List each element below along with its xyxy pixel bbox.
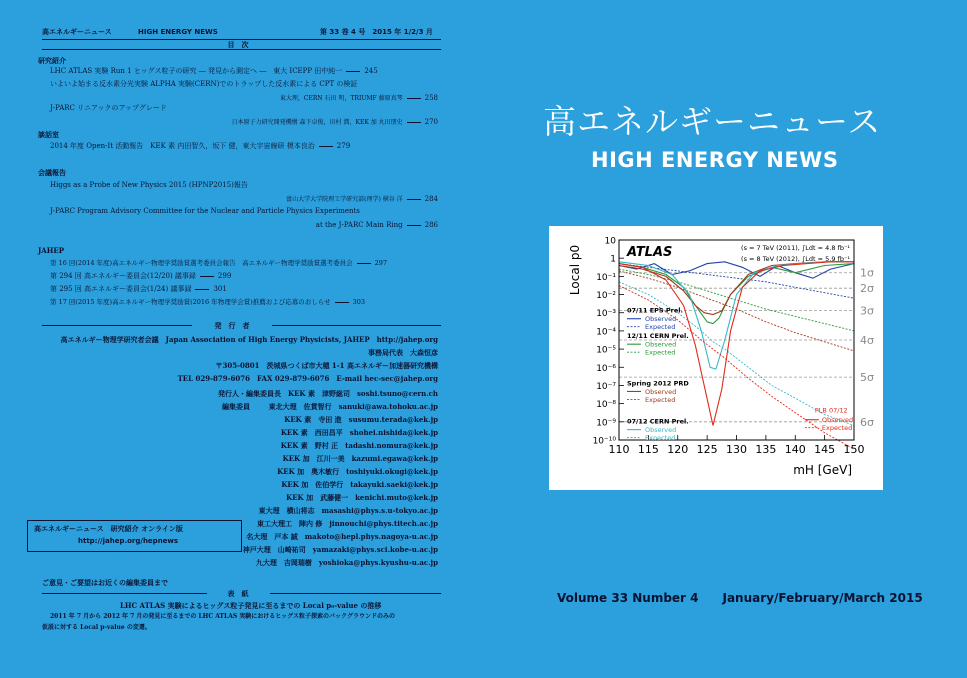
y-tick-label: 10⁻⁶ — [596, 363, 616, 374]
issue-info: 第 33 巻 4 号 2015 年 1/2/3 月 — [320, 28, 433, 36]
publisher-org: 高エネルギー物理学研究者会議 Japan Association of High Energy Physicists, JAHEP http://jahep.org — [60, 335, 438, 344]
x-tick-label: 140 — [784, 443, 806, 456]
legend-expected-label: Expected — [645, 348, 676, 357]
x-tick-label: 110 — [608, 443, 630, 456]
toc-heading: 目 次 — [227, 40, 249, 49]
x-tick-label: 145 — [814, 443, 836, 456]
lumi-label: (s = 8 TeV (2012), ∫Ldt = 5.9 fb⁻¹ — [741, 255, 850, 263]
toc-entry-page: 286 — [424, 221, 438, 229]
y-tick-label: 10⁻⁹ — [596, 418, 616, 429]
lumi-label: (s = 7 TeV (2011), ∫Ldt = 4.8 fb⁻¹ — [741, 244, 850, 252]
y-tick-label: 10 — [604, 236, 616, 247]
header-rule-bottom — [42, 49, 441, 50]
toc-entry-text: 日本原子力研究開発機構 森下卓俊，田村 潤，KEK 加 丸田朋史 — [231, 119, 403, 126]
toc-entry-page: 299 — [217, 272, 232, 280]
legend-group-title: PLB 07/12 — [814, 406, 848, 415]
volume-line: Volume 33 Number 4 January/February/March 2015 — [557, 591, 923, 605]
toc-entry-page: 284 — [424, 195, 438, 203]
feedback-note: ご意見・ご要望はお近くの編集委員まで — [42, 578, 168, 587]
masthead-en: HIGH ENERGY NEWS — [138, 28, 218, 36]
toc-entry-text: 第 16 回(2014 年度)高エネルギー物理学奨励賞選考委員会報告 高エネルギー物理学奨励賞選考委員会 — [50, 259, 353, 267]
editor-row: KEK 素 寺田 進 susumu.terada@kek.jp — [284, 415, 438, 424]
y-tick-label: 10⁻² — [596, 291, 616, 302]
legend-expected-label: Expected — [645, 395, 676, 404]
toc-entry-text: 第 294 回 高エネルギー委員会(12/20) 議事録 — [50, 272, 196, 280]
publisher-rule-left — [42, 325, 192, 326]
y-tick-label: 10⁻⁵ — [596, 345, 616, 356]
toc-entry-text: J-PARC Program Advisory Committee for the Nuclear and Particle Physics Experiments — [50, 207, 360, 215]
editor-row: 東工大理工 陣内 修 jinnouchi@phys.titech.ac.jp — [256, 519, 438, 528]
leader — [200, 276, 214, 277]
y-axis-label: Local p0 — [568, 244, 582, 296]
sigma-label: 6σ — [860, 415, 874, 429]
leader — [407, 199, 421, 200]
legend-expected-label: Expected — [645, 434, 676, 443]
editor-row: KEK 素 西田昌平 shohei.nishida@kek.jp — [280, 428, 438, 437]
leader — [346, 71, 360, 72]
toc-entry[interactable] — [50, 272, 231, 281]
toc-entry-authors — [286, 195, 438, 204]
editor-chief: 発行人・編集委員長 KEK 素 津野総司 soshi.tsuno@cern.ch — [218, 389, 438, 398]
legend-group-title: Spring 2012 PRD — [627, 379, 689, 388]
toc-entry[interactable] — [50, 142, 350, 151]
online-edition-url[interactable]: http://jahep.org/hepnews — [78, 537, 179, 545]
editor-row: 東北大理 佐貫智行 sanuki@awa.tohoku.ac.jp — [268, 402, 438, 411]
publisher-heading: 発 行 者 — [214, 321, 250, 330]
toc-entry-page: 297 — [374, 259, 388, 267]
y-tick-label: 10⁻⁷ — [596, 381, 616, 392]
cover-rule-right — [270, 593, 441, 594]
online-edition-title: 高エネルギーニュース 研究紹介 オンライン版 — [34, 524, 183, 533]
toc-entry-page: 270 — [424, 118, 438, 126]
legend-observed-label: Observed — [645, 340, 677, 349]
y-tick-label: 10⁻¹ — [596, 272, 616, 283]
cover-rule-left — [42, 593, 207, 594]
section-conference: 会議報告 — [38, 168, 66, 177]
x-tick-label: 135 — [755, 443, 777, 456]
toc-entry-page: 279 — [336, 142, 351, 150]
masthead-jp: 高エネルギーニュース — [42, 28, 112, 36]
x-axis-label: mH [GeV] — [793, 463, 852, 477]
toc-entry[interactable] — [50, 67, 378, 76]
toc-entry-text: いよいよ始まる反水素分光実験 ALPHA 実験(CERN)でのトラップした反水素による CPT の検証 — [50, 80, 358, 88]
legend-observed-label: Observed — [645, 315, 677, 324]
legend-observed-label: Observed — [645, 387, 677, 396]
series-line — [619, 264, 854, 299]
editor-row: KEK 加 佐伯学行 takayuki.saeki@kek.jp — [281, 480, 438, 489]
toc-entry-text: J-PARC リニアックのアップグレード — [50, 104, 167, 112]
editor-row: 九大理 吉岡瑞樹 yoshioka@phys.kyushu-u.ac.jp — [255, 558, 438, 567]
toc-entry-text: 2014 年度 Open-It 活動報告 KEK 素 内田智久，坂下 健，東大宇宙線研 榎本良治 — [50, 142, 315, 150]
publisher-address: 〒305-0801 茨城県つくば市大穂 1-1 高エネルギー加速器研究機構 — [215, 361, 438, 370]
sigma-label: 1σ — [860, 266, 874, 280]
legend-group-title: 07/12 CERN Prel. — [627, 417, 689, 426]
legend-observed-label: Observed — [645, 426, 677, 435]
y-tick-label: 10⁻³ — [596, 309, 616, 320]
editor-row: KEK 加 奥木敏行 toshiyuki.okugi@kek.jp — [277, 467, 438, 476]
section-research: 研究紹介 — [38, 56, 66, 65]
toc-entry-page: 301 — [213, 285, 227, 293]
toc-entry-text: 富山大学大学院理工学研究部(理学) 横谷 洋 — [286, 196, 403, 203]
y-tick-label: 1 — [610, 254, 616, 265]
x-tick-label: 125 — [696, 443, 718, 456]
p0-chart — [549, 226, 883, 490]
toc-entry-text: LHC ATLAS 実験 Run 1 ヒッグス粒子の研究 ― 発見から測定へ ― 東大 ICEPP 田中純一 — [50, 67, 343, 75]
toc-entry-text: 第 295 回 高エネルギー委員会(1/24) 議事録 — [50, 285, 192, 293]
toc-entry-text: 東大理，CERN 石田 明，TRIUMF 藤原真琴 — [279, 95, 403, 102]
section-lounge: 談話室 — [38, 130, 59, 139]
editor-row: 東大理 横山将志 masashi@phys.s.u-tokyo.ac.jp — [258, 506, 438, 515]
legend-group-title: 12/11 CERN Prel. — [627, 332, 689, 341]
cover-heading: 表 紙 — [227, 589, 249, 598]
publisher-contact: TEL 029-879-6076 FAX 029-879-6076 E-mail hec-sec@jahep.org — [177, 374, 438, 383]
toc-entry-text: Higgs as a Probe of New Physics 2015 (HPNP2015)報告 — [50, 181, 248, 189]
cover-title-jp: 高エネルギーニュース — [543, 102, 882, 141]
toc-entry-text: 第 17 回(2015 年度)高エネルギー物理学奨励賞(2016 年物理学会賞)推薦および応募のおしらせ — [50, 298, 331, 306]
section-jahep: JAHEP — [38, 246, 64, 255]
x-tick-label: 150 — [843, 443, 865, 456]
online-edition-box[interactable] — [27, 520, 242, 552]
leader — [357, 263, 371, 264]
legend-expected-label: Expected — [645, 323, 676, 332]
toc-entry[interactable] — [50, 207, 360, 216]
sigma-label: 2σ — [860, 282, 874, 296]
toc-entry[interactable] — [50, 181, 248, 190]
legend-observed-label: Observed — [821, 416, 854, 425]
legend-group-title: 07/11 EPS Prel. — [627, 306, 683, 315]
sigma-label: 3σ — [860, 304, 874, 318]
cover-title: LHC ATLAS 実験によるヒッグス粒子発見に至るまでの Local p₀-value の推移 — [120, 601, 382, 610]
sigma-label: 5σ — [860, 371, 874, 385]
leader — [407, 122, 421, 123]
publisher-rule-right — [272, 325, 441, 326]
leader — [319, 146, 333, 147]
editor-row: 神戸大理 山崎祐司 yamazaki@phys.sci.kobe-u.ac.jp — [242, 545, 438, 554]
toc-entry-authors — [280, 94, 438, 103]
y-tick-label: 10⁻¹⁰ — [592, 436, 616, 447]
toc-entry-text: at the J-PARC Main Ring — [315, 221, 403, 229]
toc-entry[interactable] — [50, 259, 387, 268]
editor-row: 名大理 戸本 誠 makoto@hepl.phys.nagoya-u.ac.jp — [246, 532, 438, 541]
chart-title: ATLAS — [627, 245, 673, 260]
x-tick-label: 115 — [637, 443, 659, 456]
sigma-label: 4σ — [860, 334, 874, 347]
y-tick-label: 10⁻⁸ — [596, 400, 616, 411]
cover-description-2: 仮説に対する Local p-value の変遷。 — [42, 624, 151, 631]
toc-entry-page: 245 — [364, 67, 378, 75]
toc-entry-page: 258 — [424, 94, 438, 102]
editors-label: 編集委員 — [222, 402, 250, 411]
toc-entry[interactable] — [50, 80, 357, 89]
toc-entry[interactable] — [50, 104, 167, 113]
publisher-secretary: 事務局代表 大森恒彦 — [368, 348, 438, 357]
cover-title-en: HIGH ENERGY NEWS — [591, 148, 839, 172]
x-tick-label: 120 — [667, 443, 689, 456]
toc-entry-authors — [232, 118, 438, 127]
leader — [407, 225, 421, 226]
toc-entry-continuation — [316, 221, 438, 230]
toc-entry[interactable] — [50, 298, 365, 307]
leader — [335, 302, 349, 303]
leader — [407, 98, 421, 99]
cover-description-1: 2011 年 7 月から 2012 年 7 月の発見に至るまでの LHC ATLAS 実験におけるヒッグス粒子探索のバックグラウンドのみの — [50, 613, 396, 620]
x-tick-label: 130 — [726, 443, 747, 456]
editor-row: KEK 素 野村 正 tadashi.nomura@kek.jp — [280, 441, 438, 450]
toc-entry[interactable] — [50, 285, 227, 294]
leader — [195, 289, 209, 290]
chart-panel — [549, 226, 883, 490]
legend-expected-label: Expected — [821, 424, 853, 433]
editor-row: KEK 加 江川一美 kazumi.egawa@kek.jp — [282, 454, 438, 463]
toc-entry-page: 303 — [352, 298, 365, 306]
editor-row: KEK 加 武藤健一 kenichi.muto@kek.jp — [286, 493, 438, 502]
y-tick-label: 10⁻⁴ — [596, 327, 616, 338]
